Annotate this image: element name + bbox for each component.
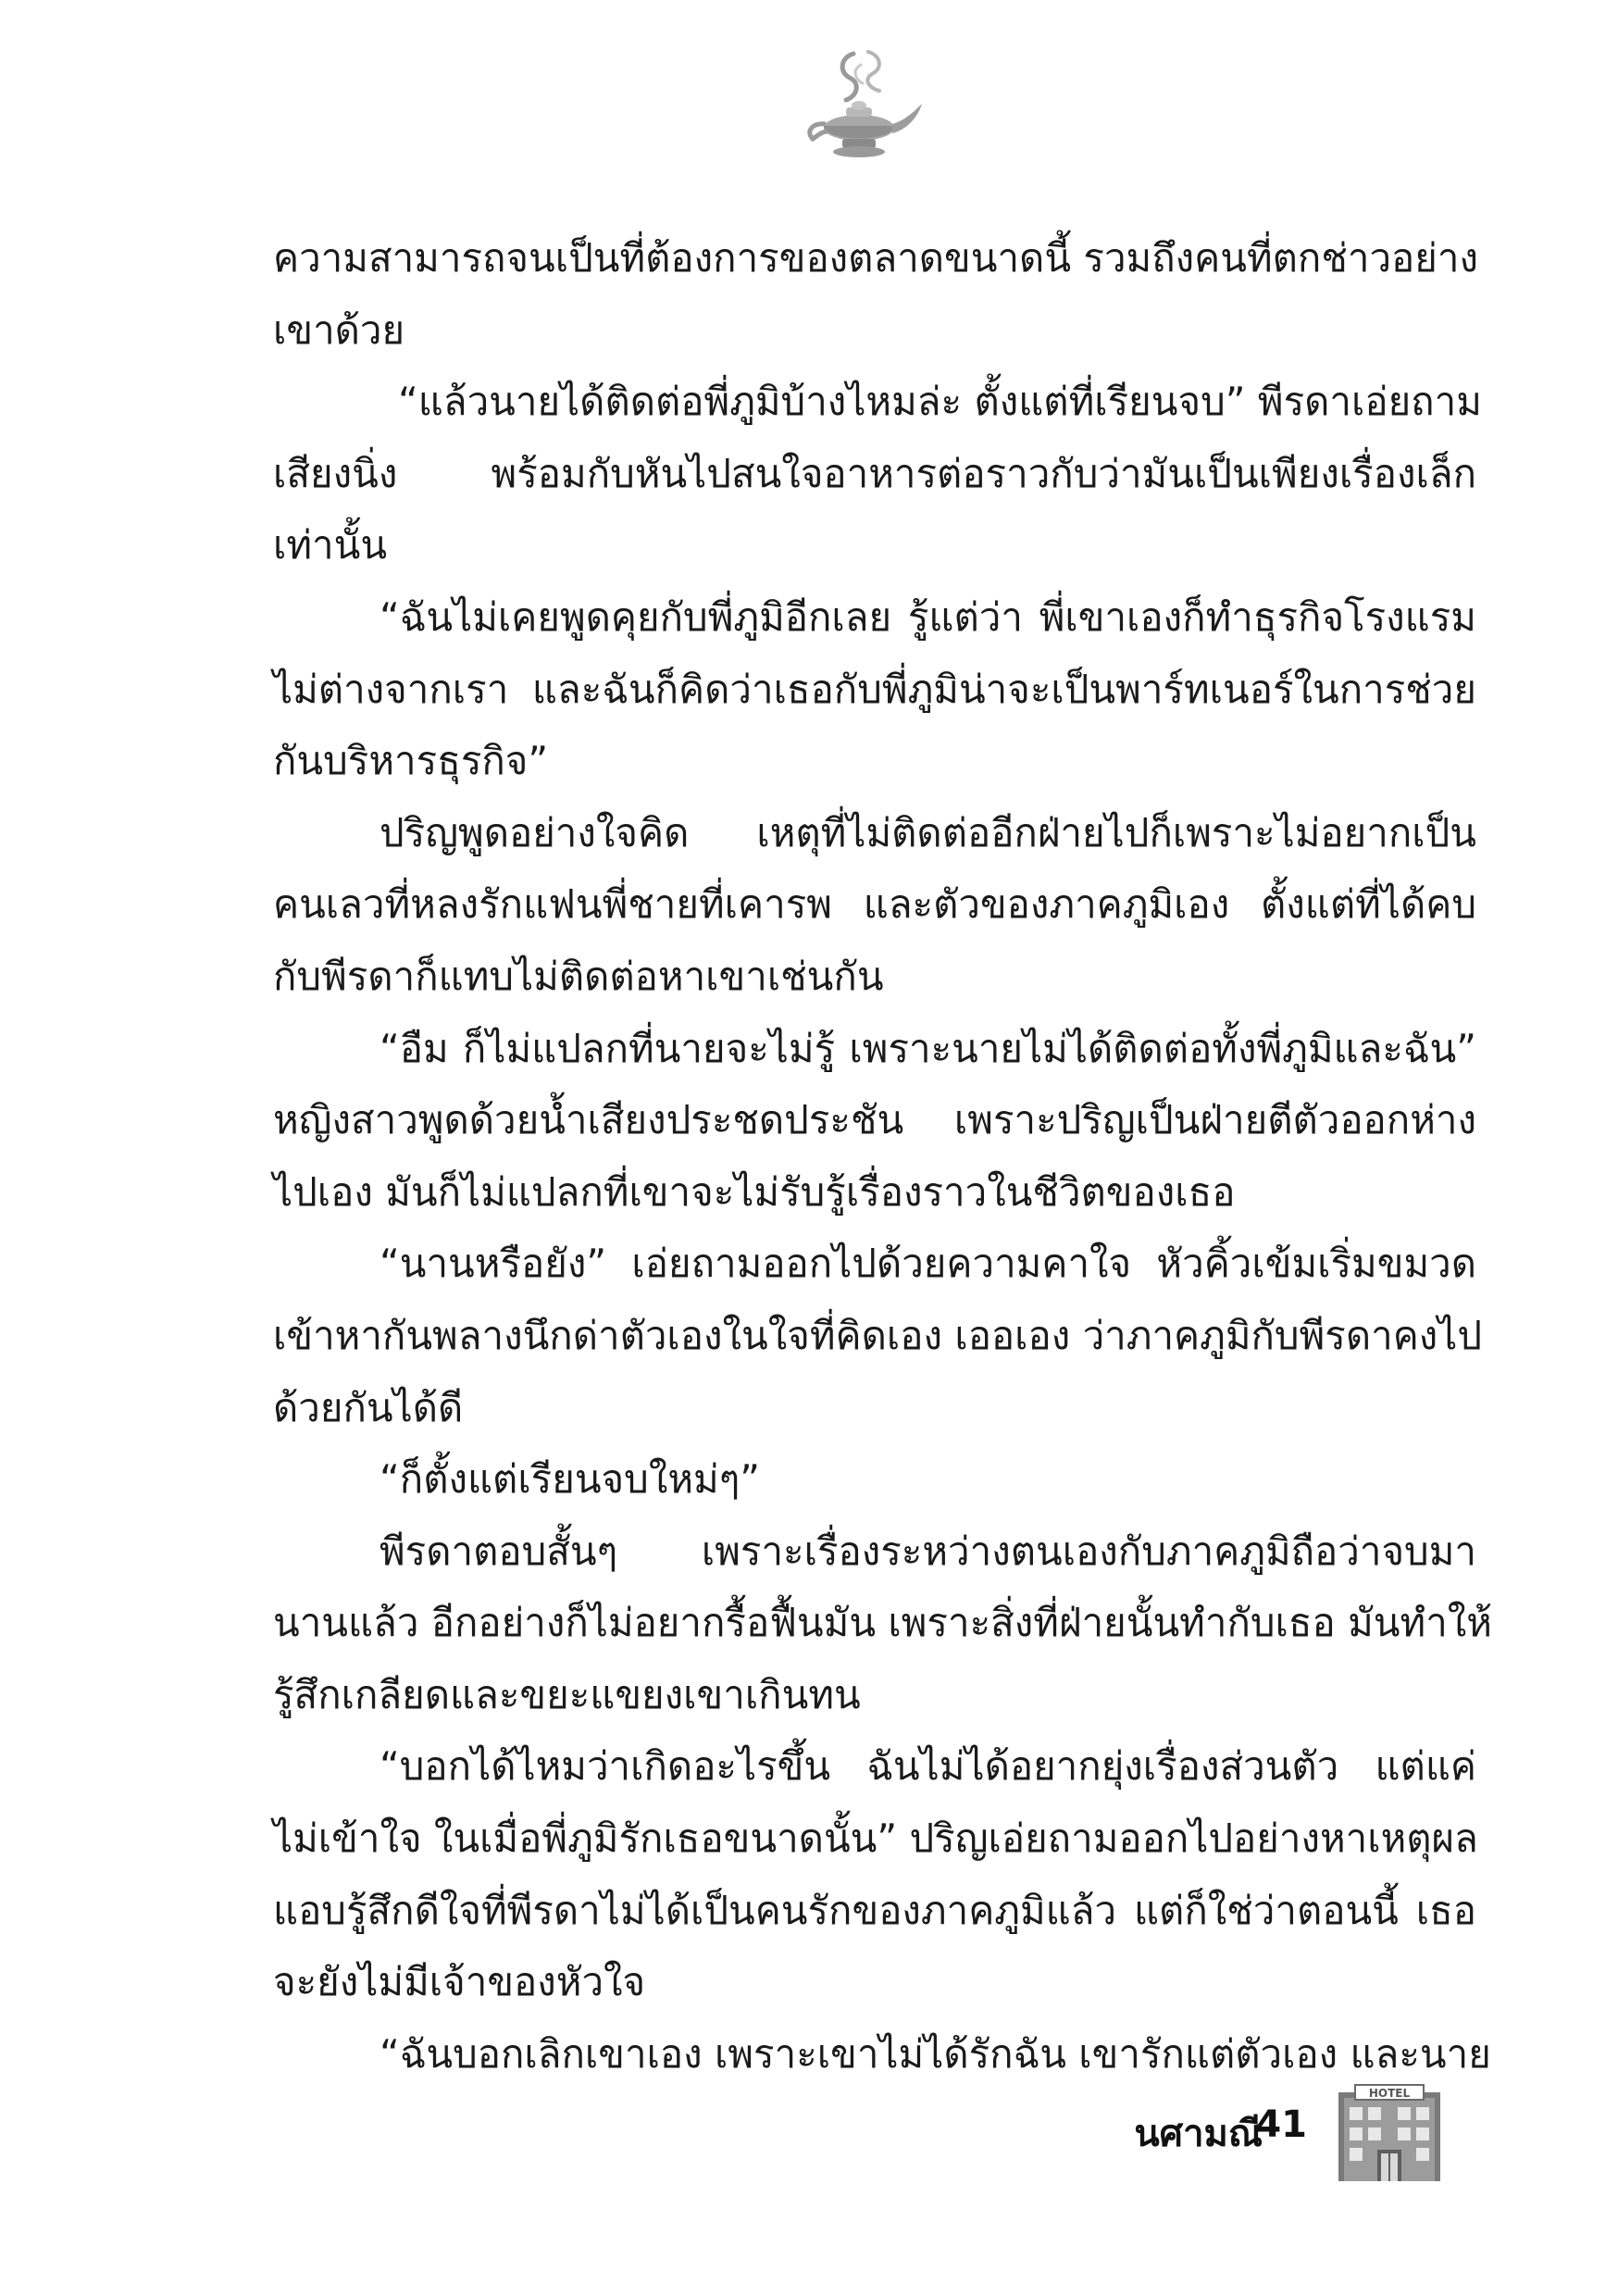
text-line: แอบรู้สึกดีใจที่พีรดาไม่ได้เป็นคนรักของภาคภูมิแล้ว แต่ก็ใช่ว่าตอนนี้ เธอ xyxy=(273,1887,1476,1933)
hotel-sign-text: HOTEL xyxy=(1368,2087,1411,2100)
text-line: “แล้วนายได้ติดต่อพี่ภูมิบ้างไหมล่ะ ตั้งแต่ที่เรียนจบ” พีรดาเอ่ยถาม xyxy=(398,379,1482,425)
text-line: รู้สึกเกลียดและขยะแขยงเขาเกินทน xyxy=(273,1671,861,1717)
text-line: ด้วยกันได้ดี xyxy=(273,1384,464,1430)
text-line: กันบริหารธุรกิจ” xyxy=(273,738,549,784)
book-title: นศามณี xyxy=(1134,2113,1263,2155)
text-line: “นานหรือยัง” เอ่ยถามออกไปด้วยความคาใจ หัวคิ้วเข้มเริ่มขมวด xyxy=(380,1241,1476,1287)
text-line: กับพีรดาก็แทบไม่ติดต่อหาเขาเช่นกัน xyxy=(273,953,884,999)
text-line: จะยังไม่มีเจ้าของหัวใจ xyxy=(273,1959,646,2005)
text-line: เท่านั้น xyxy=(273,522,388,568)
text-line: เข้าหากันพลางนึกด่าตัวเองในใจที่คิดเอง เออเอง ว่าภาคภูมิกับพีรดาคงไป xyxy=(273,1312,1483,1358)
text-line: ไม่เข้าใจ ในเมื่อพี่ภูมิรักเธอขนาดนั้น” ปริญเอ่ยถามออกไปอย่างหาเหตุผล xyxy=(273,1816,1478,1862)
page-body xyxy=(273,222,1492,2090)
page-footer xyxy=(1074,2083,1444,2185)
text-line: “บอกได้ไหมว่าเกิดอะไรขึ้น ฉันไม่ได้อยากยุ่งเรื่องส่วนตัว แต่แค่ xyxy=(380,1743,1476,1790)
text-line: “ฉันไม่เคยพูดคุยกับพี่ภูมิอีกเลย รู้แต่ว่า พี่เขาเองก็ทำธุรกิจโรงแรม xyxy=(380,593,1476,640)
page-number: 41 xyxy=(1255,2103,1307,2146)
text-line: เสียงนิ่ง พร้อมกับหันไปสนใจอาหารต่อราวกับว่ามันเป็นเพียงเรื่องเล็ก xyxy=(273,450,1476,496)
hotel-building-icon xyxy=(1335,2083,1444,2183)
text-line: เขาด้วย xyxy=(273,306,405,353)
text-line: ความสามารถจนเป็นที่ต้องการของตลาดขนาดนี้ รวมถึงคนที่ตกช่าวอย่าง xyxy=(273,235,1478,281)
text-line: ไม่ต่างจากเรา และฉันก็คิดว่าเธอกับพี่ภูมิน่าจะเป็นพาร์ทเนอร์ในการช่วย xyxy=(273,666,1476,712)
lamp-ornament-icon xyxy=(796,46,926,167)
text-line: นานแล้ว อีกอย่างก็ไม่อยากรื้อฟื้นมัน เพราะสิ่งที่ฝ่ายนั้นทำกับเธอ มันทำให้ xyxy=(273,1600,1492,1646)
text-line: “ก็ตั้งแต่เรียนจบใหม่ๆ” xyxy=(380,1456,761,1503)
text-line: “อืม ก็ไม่แปลกที่นายจะไม่รู้ เพราะนายไม่ได้ติดต่อทั้งพี่ภูมิและฉัน” xyxy=(380,1025,1476,1071)
text-line: “ฉันบอกเลิกเขาเอง เพราะเขาไม่ได้รักฉัน เขารักแต่ตัวเอง และนาย xyxy=(380,2030,1491,2077)
text-line: หญิงสาวพูดด้วยน้ำเสียงประชดประชัน เพราะปริญเป็นฝ่ายตีตัวออกห่าง xyxy=(273,1097,1476,1143)
text-line: ไปเอง มันก็ไม่แปลกที่เขาจะไม่รับรู้เรื่องราวในชีวิตของเธอ xyxy=(273,1168,1236,1215)
text-line: คนเลวที่หลงรักแฟนพี่ชายที่เคารพ และตัวของภาคภูมิเอง ตั้งแต่ที่ได้คบ xyxy=(273,881,1476,928)
text-line: ปริญพูดอย่างใจคิด เหตุที่ไม่ติดต่ออีกฝ่ายไปก็เพราะไม่อยากเป็น xyxy=(380,809,1476,855)
text-line: พีรดาตอบสั้นๆ เพราะเรื่องระหว่างตนเองกับภาคภูมิถือว่าจบมา xyxy=(380,1528,1476,1574)
